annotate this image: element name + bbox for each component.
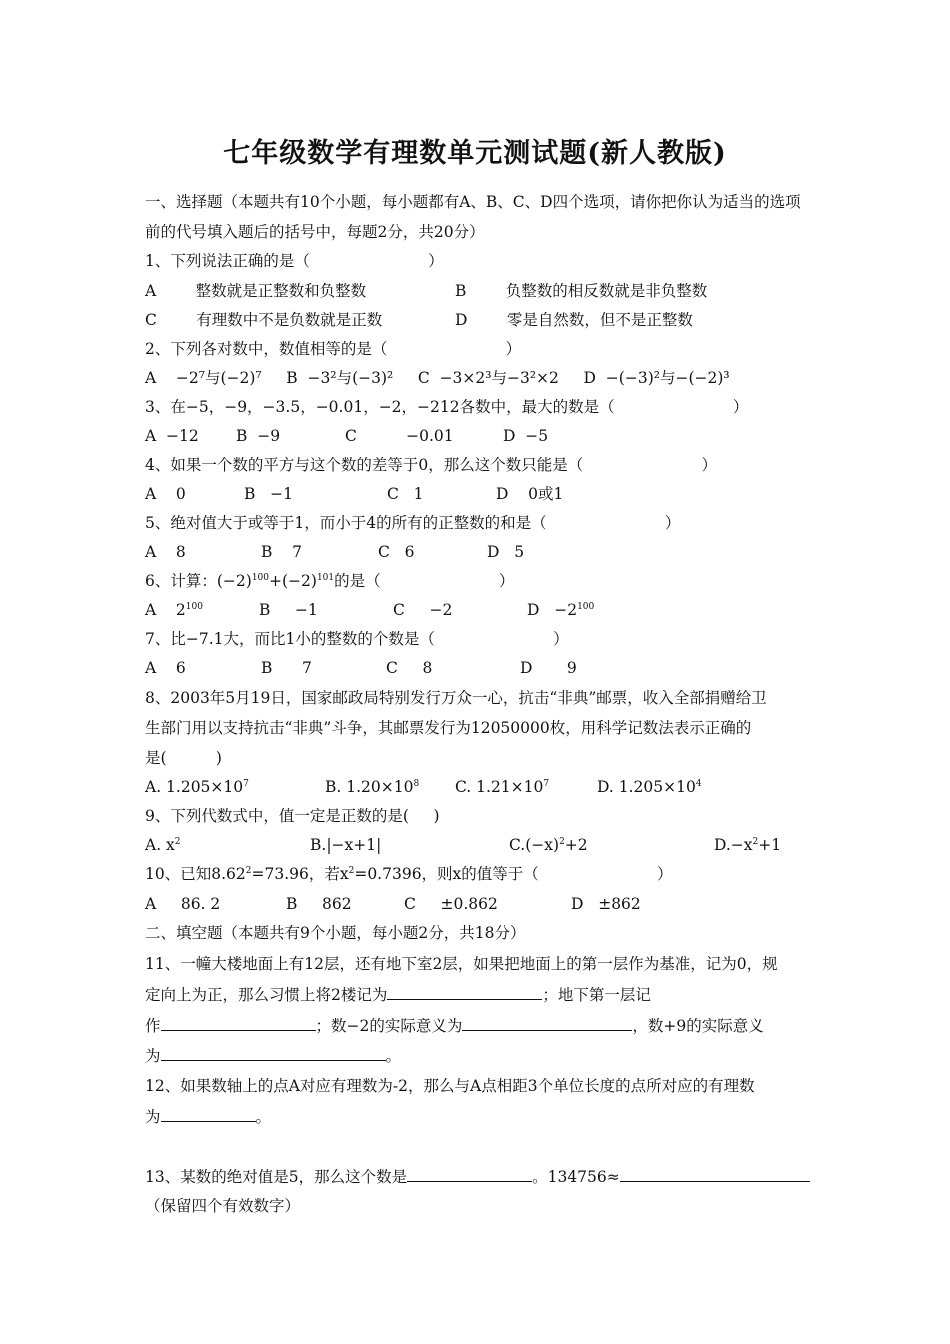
section1-instructions-line1: 一、选择题（本题共有10个小题，每小题都有A、B、C、D四个选项，请你把你认为适当的选项 [145, 193, 801, 211]
q11-answer-blank-1[interactable] [387, 984, 542, 1000]
q13-answer-blank-1[interactable] [407, 1166, 532, 1182]
q9-option-d: $D.-x^2+1$ [714, 836, 782, 854]
q4-option-a: A 0 [145, 485, 186, 503]
q11-stem-line1: 11、一幢大楼地面上有12层，还有地下室2层，如果把地面上的第一层作为基准，记为0，规 [145, 955, 778, 973]
q7-option-b: B 7 [261, 659, 312, 677]
q12-stem-line2: 为 。 [145, 1108, 272, 1126]
q3-option-d: D −5 [503, 427, 549, 445]
q11-answer-blank-3[interactable] [462, 1015, 632, 1031]
q11-stem-line2: 定向上为正，那么习惯上将2楼记为 ；地下第一层记 [145, 986, 651, 1004]
section1-instructions-line2: 前的代号填入题后的括号中，每题2分，共20分） [145, 223, 485, 241]
q6-option-c: C −2 [393, 601, 453, 619]
q7-option-d: D 9 [520, 659, 577, 677]
q8-stem-line1: 8、2003年5月19日，国家邮政局特别发行万众一心，抗击“非典”邮票，收入全部捐赠给卫 [145, 689, 767, 707]
q8-option-b: B. $1.20\times 10^8$ [325, 778, 420, 796]
section2-instructions: 二、填空题（本题共有9个小题，每小题2分，共18分） [145, 924, 526, 942]
q8-stem-line3: 是( ) [145, 749, 222, 767]
q1-stem: 1、下列说法正确的是（ ） [145, 252, 444, 270]
q11-answer-blank-4[interactable] [161, 1045, 386, 1061]
q6-stem: 6、计算：$(-2)^{100}+(-2)^{101}$的是（ ） [145, 572, 515, 590]
q5-option-d: D 5 [487, 543, 525, 561]
q7-option-a: A 6 [145, 659, 186, 677]
q11-answer-blank-2[interactable] [161, 1015, 316, 1031]
q2-options: A −2⁷与(−2)⁷ B −3²与(−3)² C −3×2³与−3²×2 D −(−3)²与−(−2)³ [145, 369, 730, 387]
q9-option-a: A. $x^2$ [145, 836, 181, 854]
q9-option-c: $C.(-x)^2+2$ [509, 836, 588, 854]
q4-option-b: B −1 [244, 485, 294, 503]
q3-option-a: A −12 [145, 427, 199, 445]
page-title: 七年级数学有理数单元测试题(新人教版) [223, 138, 727, 169]
q10-option-a: A 86. 2 [145, 895, 221, 913]
q5-option-a: A 8 [145, 543, 186, 561]
q10-option-b: B 862 [286, 895, 352, 913]
q12-answer-blank[interactable] [161, 1106, 256, 1122]
q8-option-a: A. $1.205\times 10^7$ [145, 778, 249, 796]
q2-stem: 2、下列各对数中，数值相等的是（ ） [145, 340, 522, 358]
q1-option-d: D 零是自然数，但不是正整数 [455, 311, 693, 329]
q6-option-b: B −1 [259, 601, 318, 619]
q3-option-c: C −0.01 [345, 427, 454, 445]
q10-option-c: C ±0.862 [404, 895, 498, 913]
q6-option-d: $D -2^{100}$ [527, 601, 595, 619]
q10-stem: 10、已知$8.62^2=73.96$，若$x^2=0.7396$，则x的值等于（ ） [145, 865, 673, 883]
q8-option-c: C. $1.21\times 10^7$ [455, 778, 550, 796]
q5-stem: 5、绝对值大于或等于1，而小于4的所有的正整数的和是（ ） [145, 514, 681, 532]
q8-option-d: D. $1.205\times 10^4$ [597, 778, 702, 796]
q3-stem: 3、在−5，−9，−3.5，−0.01，−2，−212各数中，最大的数是（ ） [145, 398, 749, 416]
q7-option-c: C 8 [386, 659, 433, 677]
q4-stem: 4、如果一个数的平方与这个数的差等于0，那么这个数只能是（ ） [145, 456, 717, 474]
q7-stem: 7、比−7.1大，而比1小的整数的个数是（ ） [145, 630, 569, 648]
q4-option-d: D 0或1 [496, 485, 564, 503]
q6-option-a: A $2^{100}$ [145, 601, 203, 619]
q3-option-b: B −9 [236, 427, 281, 445]
q5-option-c: C 6 [378, 543, 415, 561]
q1-option-a: A 整数就是正整数和负整数 [145, 282, 367, 300]
q13-answer-blank-2[interactable] [620, 1166, 810, 1182]
q11-stem-line3: 作 ；数−2的实际意义为 ，数+9的实际意义 [145, 1017, 764, 1035]
q1-option-c: C 有理数中不是负数就是正数 [145, 311, 383, 329]
q4-option-c: C 1 [387, 485, 424, 503]
q9-stem: 9、下列代数式中，值一定是正数的是( ) [145, 807, 440, 825]
q13-stem-line1: 13、某数的绝对值是5，那么这个数是 。134756≈ [145, 1166, 810, 1187]
q13-stem-line2: （保留四个有效数字） [145, 1197, 301, 1215]
q12-stem-line1: 12、如果数轴上的点A对应有理数为-2，那么与A点相距3个单位长度的点所对应的有理数 [145, 1077, 755, 1095]
q5-option-b: B 7 [261, 543, 302, 561]
q8-stem-line2: 生部门用以支持抗击“非典”斗争，其邮票发行为12050000枚，用科学记数法表示正确的 [145, 719, 752, 737]
q10-option-d: D ±862 [571, 895, 641, 913]
q1-option-b: B 负整数的相反数就是非负整数 [455, 282, 708, 300]
q11-stem-line4: 为 。 [145, 1047, 402, 1065]
q9-option-b: B.|−x+1| [310, 836, 382, 854]
